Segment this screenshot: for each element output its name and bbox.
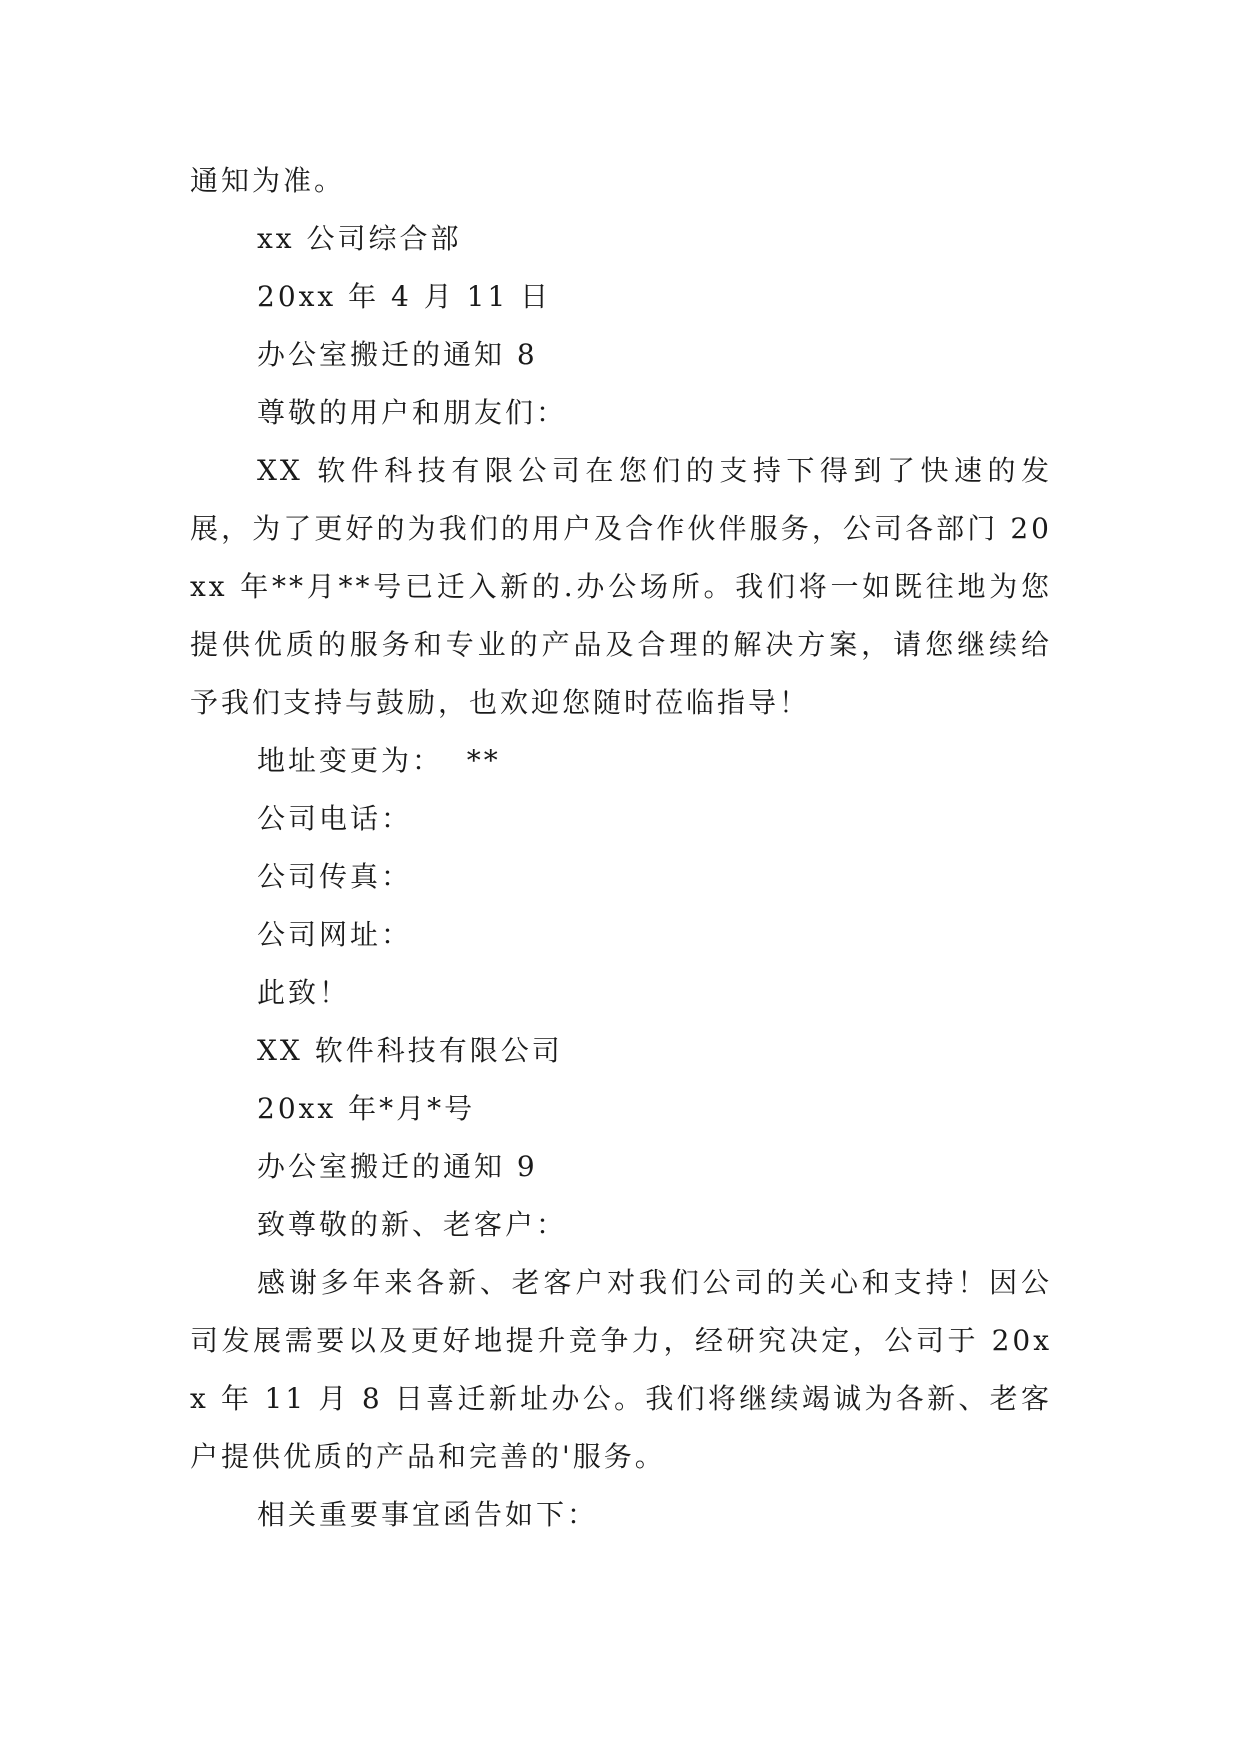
notice-title-9: 办公室搬迁的通知 9: [257, 1150, 538, 1183]
notice-title-8: 办公室搬迁的通知 8: [257, 338, 538, 371]
company-signature: XX 软件科技有限公司: [257, 1034, 563, 1067]
signature-date: 20xx 年 4 月 11 日: [257, 280, 552, 313]
company-date: 20xx 年*月*号: [257, 1092, 476, 1125]
phone-line: 公司电话：: [257, 802, 413, 835]
department-signature: xx 公司综合部: [257, 222, 462, 255]
paragraph-continuation: 通知为准。: [190, 164, 346, 197]
body-paragraph: XX 软件科技有限公司在您们的支持下得到了快速的发展，为了更好的为我们的用户及合作伙伴服务，公司各部门 20xx 年**月**号已迁入新的.办公场所。我们将一如既往地为您提供优质的服务和专业的产品及合理的解决方案，请您继续给予我们支持与鼓励，也欢迎您随时莅临指导！: [190, 454, 1052, 719]
matters-heading: 相关重要事宜函告如下：: [257, 1498, 599, 1531]
fax-line: 公司传真：: [257, 860, 413, 893]
document-body: [190, 152, 1052, 1544]
salutation: 尊敬的用户和朋友们：: [257, 396, 568, 429]
salutation-customers: 致尊敬的新、老客户：: [257, 1208, 568, 1241]
closing: 此致！: [257, 976, 351, 1009]
address-line: 地址变更为： **: [257, 744, 501, 777]
body-paragraph-thanks: 感谢多年来各新、老客户对我们公司的关心和支持！因公司发展需要以及更好地提升竞争力，经研究决定，公司于 20xx 年 11 月 8 日喜迁新址办公。我们将继续竭诚为各新、老客户提供优质的产品和完善的'服务。: [190, 1266, 1052, 1473]
website-line: 公司网址：: [257, 918, 413, 951]
